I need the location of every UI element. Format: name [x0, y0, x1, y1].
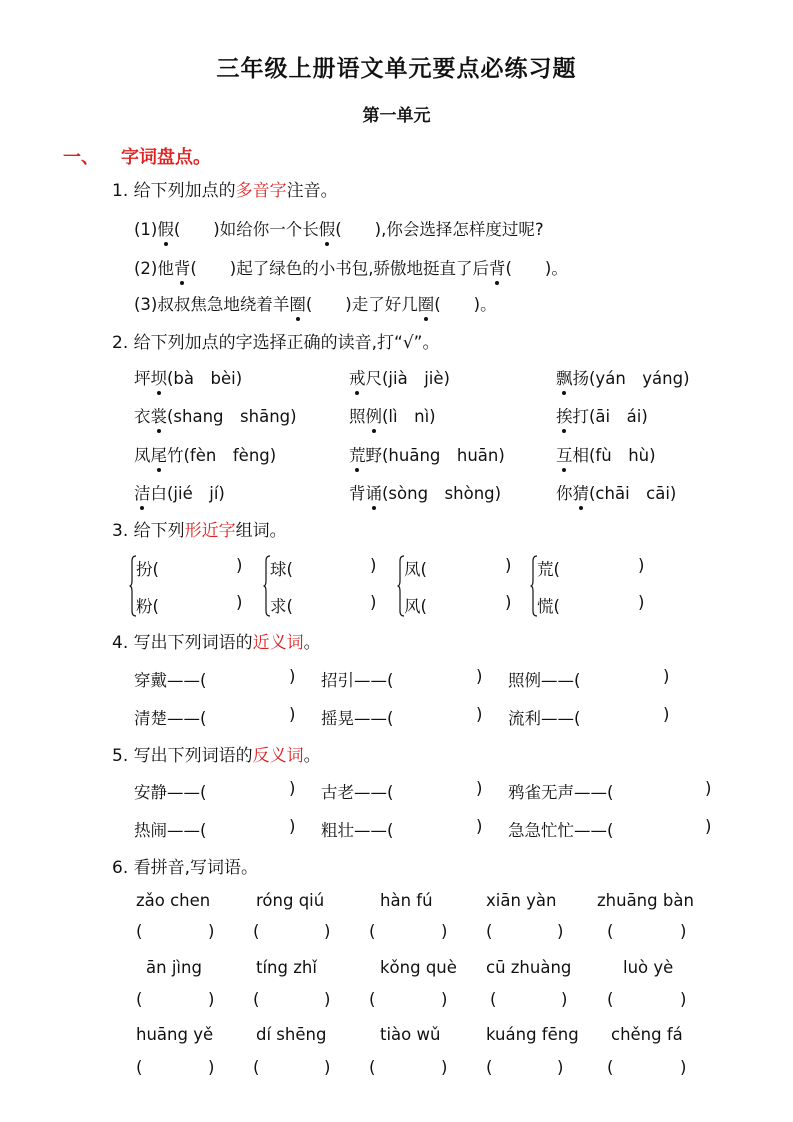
- dotted-char: 假: [319, 216, 336, 240]
- answer-paren-open: (: [136, 922, 143, 941]
- text: ( )。: [505, 259, 568, 278]
- answer-paren-open: (: [369, 1058, 376, 1077]
- pinyin-choices: (shang shāng): [167, 407, 297, 426]
- pinyin-label: ān jìng: [146, 958, 202, 977]
- dotted-char: 背: [489, 255, 506, 279]
- q3-word-1: 荒(: [537, 560, 560, 579]
- pinyin-choices: (jié jí): [167, 484, 225, 503]
- dotted-char: 裳: [151, 403, 168, 427]
- dotted-char: 飘: [556, 365, 573, 389]
- q5-paren-close: ): [705, 817, 712, 836]
- q3-prefix: 3. 给下列: [112, 521, 185, 541]
- dotted-char: 挨: [556, 403, 573, 427]
- text: 凤: [134, 446, 151, 465]
- section-number: 一、: [63, 147, 99, 168]
- pinyin-choices: (āi ái): [589, 407, 648, 426]
- q5-keyword: 反义词: [252, 746, 304, 766]
- answer-paren-open: (: [607, 1058, 614, 1077]
- q5-word: 热闹——(: [134, 821, 207, 840]
- text: (3)叔叔焦急地绕着羊: [134, 295, 290, 314]
- pinyin-label: xiān yàn: [486, 891, 557, 910]
- dotted-char: 戒: [349, 365, 366, 389]
- answer-paren-open: (: [136, 990, 143, 1009]
- curly-brace-icon: [263, 555, 271, 617]
- answer-paren-close: ): [441, 922, 448, 941]
- q3-paren-close: ): [236, 593, 243, 612]
- question-2: 2. 给下列加点的字选择正确的读音,打“√”。: [112, 333, 440, 353]
- question-4: [112, 628, 321, 653]
- pinyin-label: tiào wǔ: [380, 1025, 441, 1044]
- pinyin-choices: 竹(fèn fèng): [167, 446, 277, 465]
- question-5: [112, 741, 321, 766]
- q2-option: [349, 365, 450, 389]
- question-3: [112, 516, 287, 541]
- answer-paren-close: ): [208, 990, 215, 1009]
- q2-option: [556, 365, 690, 389]
- pinyin-choices: (yán yáng): [589, 369, 690, 388]
- page-title: 三年级上册语文单元要点必练习题: [216, 55, 577, 82]
- q3-paren-close: ): [638, 556, 645, 575]
- dotted-char: 圈: [289, 291, 306, 315]
- pinyin-choices: (jià jiè): [382, 369, 450, 388]
- answer-paren-close: ): [208, 1058, 215, 1077]
- question-1: [112, 176, 338, 201]
- section-heading: [63, 143, 211, 169]
- answer-paren-close: ): [441, 1058, 448, 1077]
- text: ( )。: [434, 295, 497, 314]
- q2-option: [134, 365, 242, 389]
- text: 照: [349, 407, 366, 426]
- q3-word-1: 球(: [270, 560, 293, 579]
- text: 白: [150, 484, 167, 503]
- q5-paren-close: ): [476, 779, 483, 798]
- dotted-char: 圈: [418, 291, 435, 315]
- q1-suffix: 注音。: [286, 181, 338, 201]
- q4-word: 流利——(: [508, 709, 581, 728]
- q3-word-2: 慌(: [537, 597, 560, 616]
- text: 尺: [365, 369, 382, 388]
- q2-option: [349, 403, 436, 427]
- q3-paren-close: ): [236, 556, 243, 575]
- answer-paren-open: (: [607, 990, 614, 1009]
- q5-suffix: 。: [303, 746, 321, 766]
- q2-option: [556, 480, 676, 504]
- dotted-char: 坝: [151, 365, 168, 389]
- answer-paren-open: (: [369, 990, 376, 1009]
- text: 相: [572, 446, 589, 465]
- q4-paren-close: ): [663, 705, 670, 724]
- text: ( )起了绿色的小书包,骄傲地挺直了后: [190, 259, 489, 278]
- q5-paren-close: ): [476, 817, 483, 836]
- answer-paren-open: (: [136, 1058, 143, 1077]
- pinyin-label: luò yè: [623, 958, 674, 977]
- pinyin-label: zhuāng bàn: [597, 891, 694, 910]
- answer-paren-close: ): [557, 922, 564, 941]
- q5-paren-close: ): [705, 779, 712, 798]
- text: 坪: [134, 369, 151, 388]
- q3-suffix: 组词。: [235, 521, 287, 541]
- q2-option: [556, 442, 656, 466]
- q5-prefix: 5. 写出下列词语的: [112, 746, 253, 766]
- q5-word: 急急忙忙——(: [508, 821, 614, 840]
- curly-brace-icon: [530, 555, 538, 617]
- answer-paren-close: ): [680, 922, 687, 941]
- question-6: 6. 看拼音,写词语。: [112, 858, 259, 878]
- q2-option: [134, 442, 276, 466]
- text: 衣: [134, 407, 151, 426]
- pinyin-label: zǎo chen: [136, 891, 211, 910]
- answer-paren-close: ): [557, 1058, 564, 1077]
- curly-brace-icon: [129, 555, 137, 617]
- q1-line-3: [134, 291, 497, 315]
- answer-paren-close: ): [324, 990, 331, 1009]
- dotted-char: 荒: [349, 442, 366, 466]
- q1-line-1: [134, 216, 544, 240]
- answer-paren-open: (: [486, 922, 493, 941]
- pinyin-label: tíng zhǐ: [256, 958, 317, 977]
- text: ( ),你会选择怎样度过呢?: [335, 220, 544, 239]
- dotted-char: 尾: [151, 442, 168, 466]
- pinyin-label: cū zhuàng: [486, 958, 572, 977]
- q5-word: 安静——(: [134, 783, 207, 802]
- q4-word: 招引——(: [321, 671, 394, 690]
- text: ( )如给你一个长: [173, 220, 319, 239]
- q3-word-2: 风(: [404, 597, 427, 616]
- q1-keyword: 多音字: [235, 181, 287, 201]
- pinyin-choices: (sòng shòng): [382, 484, 502, 503]
- q2-option: [556, 403, 648, 427]
- q3-word-2: 求(: [270, 597, 293, 616]
- q4-word: 穿戴——(: [134, 671, 207, 690]
- q4-paren-close: ): [289, 705, 296, 724]
- q4-paren-close: ): [476, 667, 483, 686]
- pinyin-label: chěng fá: [611, 1025, 683, 1044]
- dotted-char: 互: [556, 442, 573, 466]
- q2-option: [349, 442, 505, 466]
- q5-word: 鸦雀无声——(: [508, 783, 614, 802]
- section-label: 字词盘点。: [121, 147, 211, 168]
- pinyin-choices: (bà bèi): [167, 369, 243, 388]
- answer-paren-open: (: [253, 922, 260, 941]
- q4-keyword: 近义词: [252, 633, 304, 653]
- text: 背: [349, 484, 366, 503]
- q1-line-2: [134, 255, 568, 279]
- text: ( )走了好几: [305, 295, 418, 314]
- pinyin-label: kuáng fēng: [486, 1025, 579, 1044]
- pinyin-label: róng qiú: [256, 891, 325, 910]
- pinyin-choices: (fù hù): [589, 446, 656, 465]
- q3-paren-close: ): [505, 593, 512, 612]
- answer-paren-open: (: [253, 1058, 260, 1077]
- pinyin-choices: (huāng huān): [382, 446, 505, 465]
- answer-paren-close: ): [324, 922, 331, 941]
- text: 打: [572, 407, 589, 426]
- q3-paren-close: ): [638, 593, 645, 612]
- dotted-char: 诵: [366, 480, 383, 504]
- dotted-char: 洁: [134, 480, 151, 504]
- answer-paren-open: (: [253, 990, 260, 1009]
- text: 扬: [572, 369, 589, 388]
- q3-word-1: 扮(: [136, 560, 159, 579]
- dotted-char: 猜: [573, 480, 590, 504]
- answer-paren-close: ): [561, 990, 568, 1009]
- answer-paren-close: ): [680, 990, 687, 1009]
- q4-paren-close: ): [663, 667, 670, 686]
- dotted-char: 背: [174, 255, 191, 279]
- q1-prefix: 1. 给下列加点的: [112, 181, 236, 201]
- text: 野: [365, 446, 382, 465]
- text: (1): [134, 220, 158, 239]
- q4-word: 照例——(: [508, 671, 581, 690]
- pinyin-label: huāng yě: [136, 1025, 214, 1044]
- q2-option: [349, 480, 501, 504]
- dotted-char: 例: [366, 403, 383, 427]
- dotted-char: 假: [157, 216, 174, 240]
- pinyin-choices: (chāi cāi): [589, 484, 677, 503]
- pinyin-label: kǒng què: [380, 958, 457, 977]
- q2-option: [134, 480, 225, 504]
- answer-paren-close: ): [441, 990, 448, 1009]
- unit-title: 第一单元: [362, 106, 431, 126]
- q3-keyword: 形近字: [184, 521, 236, 541]
- text: 你: [556, 484, 573, 503]
- pinyin-label: dí shēng: [256, 1025, 327, 1044]
- q4-paren-close: ): [476, 705, 483, 724]
- text: (2)他: [134, 259, 174, 278]
- q5-word: 粗壮——(: [321, 821, 394, 840]
- q5-word: 古老——(: [321, 783, 394, 802]
- q4-suffix: 。: [303, 633, 321, 653]
- pinyin-label: hàn fú: [380, 891, 433, 910]
- answer-paren-close: ): [324, 1058, 331, 1077]
- q3-paren-close: ): [370, 556, 377, 575]
- curly-brace-icon: [397, 555, 405, 617]
- q5-paren-close: ): [289, 779, 296, 798]
- answer-paren-open: (: [607, 922, 614, 941]
- answer-paren-open: (: [486, 1058, 493, 1077]
- q4-prefix: 4. 写出下列词语的: [112, 633, 253, 653]
- answer-paren-close: ): [680, 1058, 687, 1077]
- pinyin-choices: (lì nì): [382, 407, 436, 426]
- q3-word-2: 粉(: [136, 597, 159, 616]
- q5-paren-close: ): [289, 817, 296, 836]
- answer-paren-open: (: [369, 922, 376, 941]
- q3-paren-close: ): [370, 593, 377, 612]
- answer-paren-close: ): [208, 922, 215, 941]
- q3-word-1: 凤(: [404, 560, 427, 579]
- q4-word: 摇晃——(: [321, 709, 394, 728]
- answer-paren-open: (: [490, 990, 497, 1009]
- q2-option: [134, 403, 297, 427]
- q3-paren-close: ): [505, 556, 512, 575]
- q4-paren-close: ): [289, 667, 296, 686]
- q4-word: 清楚——(: [134, 709, 207, 728]
